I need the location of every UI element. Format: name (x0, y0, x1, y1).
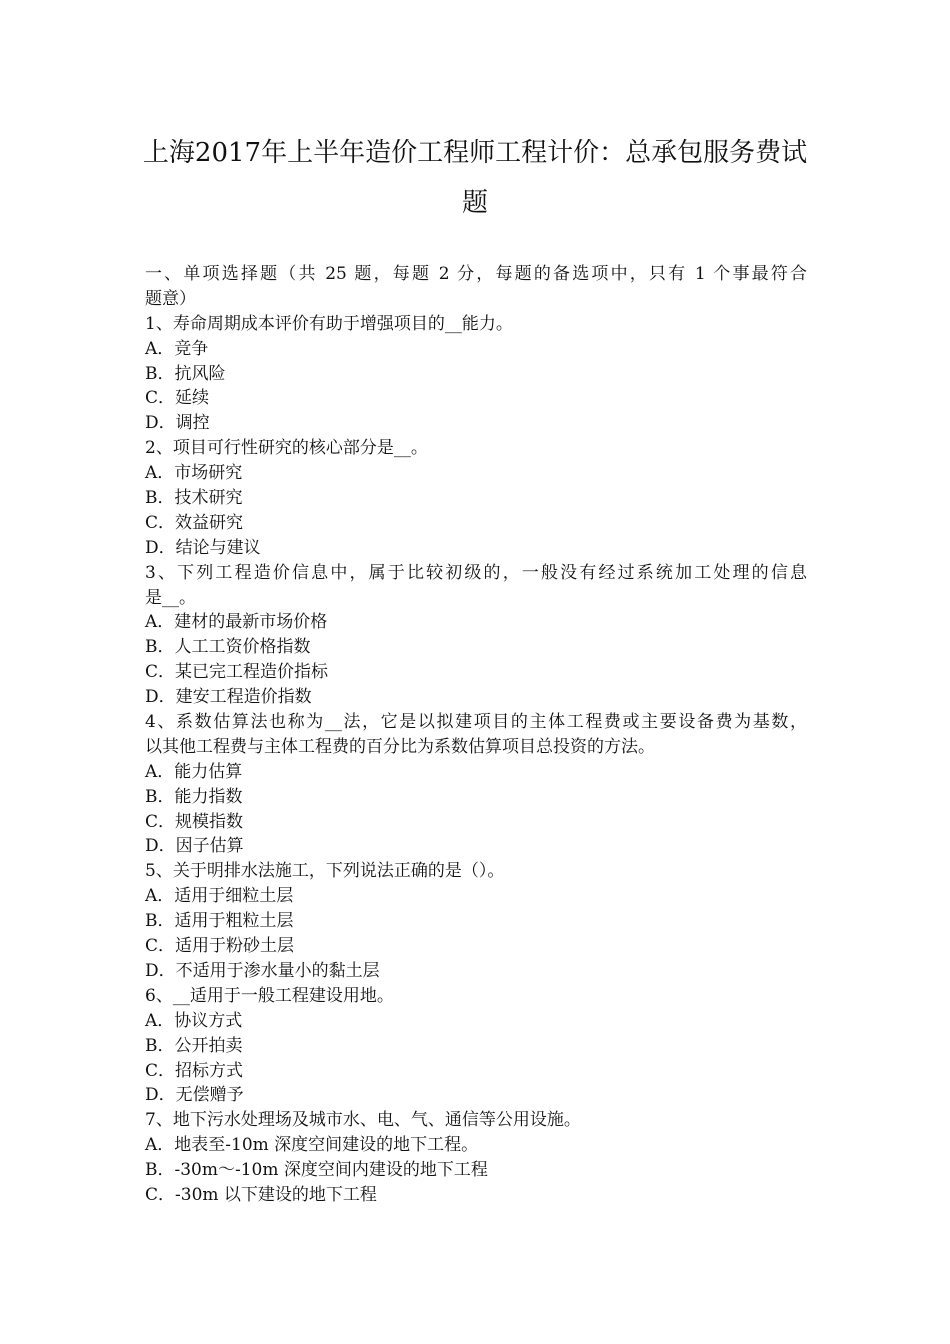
question-2-stem: 2、项目可行性研究的核心部分是__。 (145, 438, 428, 459)
question-5-option-c: C．适用于粉砂土层 (145, 936, 295, 957)
question-6-option-a: A．协议方式 (145, 1010, 243, 1031)
question-3-stem-cont: 是__。 (145, 587, 196, 608)
question-7-option-c: C．-30m 以下建设的地下工程 (145, 1184, 377, 1205)
document-body (145, 262, 807, 1208)
question-2-option-c: C．效益研究 (145, 512, 244, 533)
question-7-stem: 7、地下污水处理场及城市水、电、气、通信等公用设施。 (145, 1110, 581, 1131)
question-5-option-b: B．适用于粗粒土层 (145, 911, 294, 932)
question-3-option-c: C．某已完工程造价指标 (145, 662, 329, 683)
question-6-option-b: B．公开拍卖 (145, 1035, 243, 1056)
question-4-stem: 4、系数估算法也称为__法，它是以拟建项目的主体工程费或主要设备费为基数， (145, 712, 807, 733)
question-4-option-b: B．能力指数 (145, 786, 243, 807)
question-3-option-b: B．人工工资价格指数 (145, 637, 311, 658)
question-4-option-a: A．能力估算 (145, 761, 243, 782)
question-4-option-d: D．因子估算 (145, 836, 244, 857)
section-heading: 一、单项选择题（共 25 题，每题 2 分，每题的备选项中，只有 1 个事最符合 (145, 264, 807, 284)
document-title-line-1: 上海2017年上半年造价工程师工程计价：总承包服务费试 (142, 138, 808, 168)
question-5-option-a: A．适用于细粒土层 (145, 886, 294, 907)
question-2-option-b: B．技术研究 (145, 488, 243, 509)
question-1-stem: 1、寿命周期成本评价有助于增强项目的__能力。 (145, 313, 513, 334)
question-1-option-a: A．竞争 (145, 338, 209, 359)
question-6-option-c: C．招标方式 (145, 1060, 244, 1081)
question-6-stem: 6、__适用于一般工程建设用地。 (145, 985, 394, 1006)
question-6-option-d: D．无偿赠予 (145, 1085, 244, 1106)
question-2-option-a: A．市场研究 (145, 463, 243, 484)
document-title-line-2: 题 (461, 188, 488, 218)
section-heading-cont: 题意） (145, 288, 196, 309)
question-2-option-d: D．结论与建议 (145, 537, 261, 558)
question-3-option-d: D．建安工程造价指数 (145, 687, 312, 708)
question-3-stem: 3、下列工程造价信息中，属于比较初级的，一般没有经过系统加工处理的信息 (145, 562, 807, 583)
question-5-stem: 5、关于明排水法施工，下列说法正确的是（）。 (145, 861, 505, 882)
question-1-option-c: C．延续 (145, 388, 210, 409)
question-4-option-c: C．规模指数 (145, 811, 244, 832)
question-3-option-a: A．建材的最新市场价格 (145, 612, 328, 633)
question-7-option-a: A．地表至-10m 深度空间建设的地下工程。 (145, 1135, 479, 1156)
question-5-option-d: D．不适用于渗水量小的黏土层 (145, 960, 380, 981)
question-7-option-b: B．-30m～-10m 深度空间内建设的地下工程 (145, 1160, 488, 1181)
question-4-stem-cont: 以其他工程费与主体工程费的百分比为系数估算项目总投资的方法。 (145, 736, 655, 757)
question-1-option-d: D．调控 (145, 413, 210, 434)
question-1-option-b: B．抗风险 (145, 363, 226, 384)
